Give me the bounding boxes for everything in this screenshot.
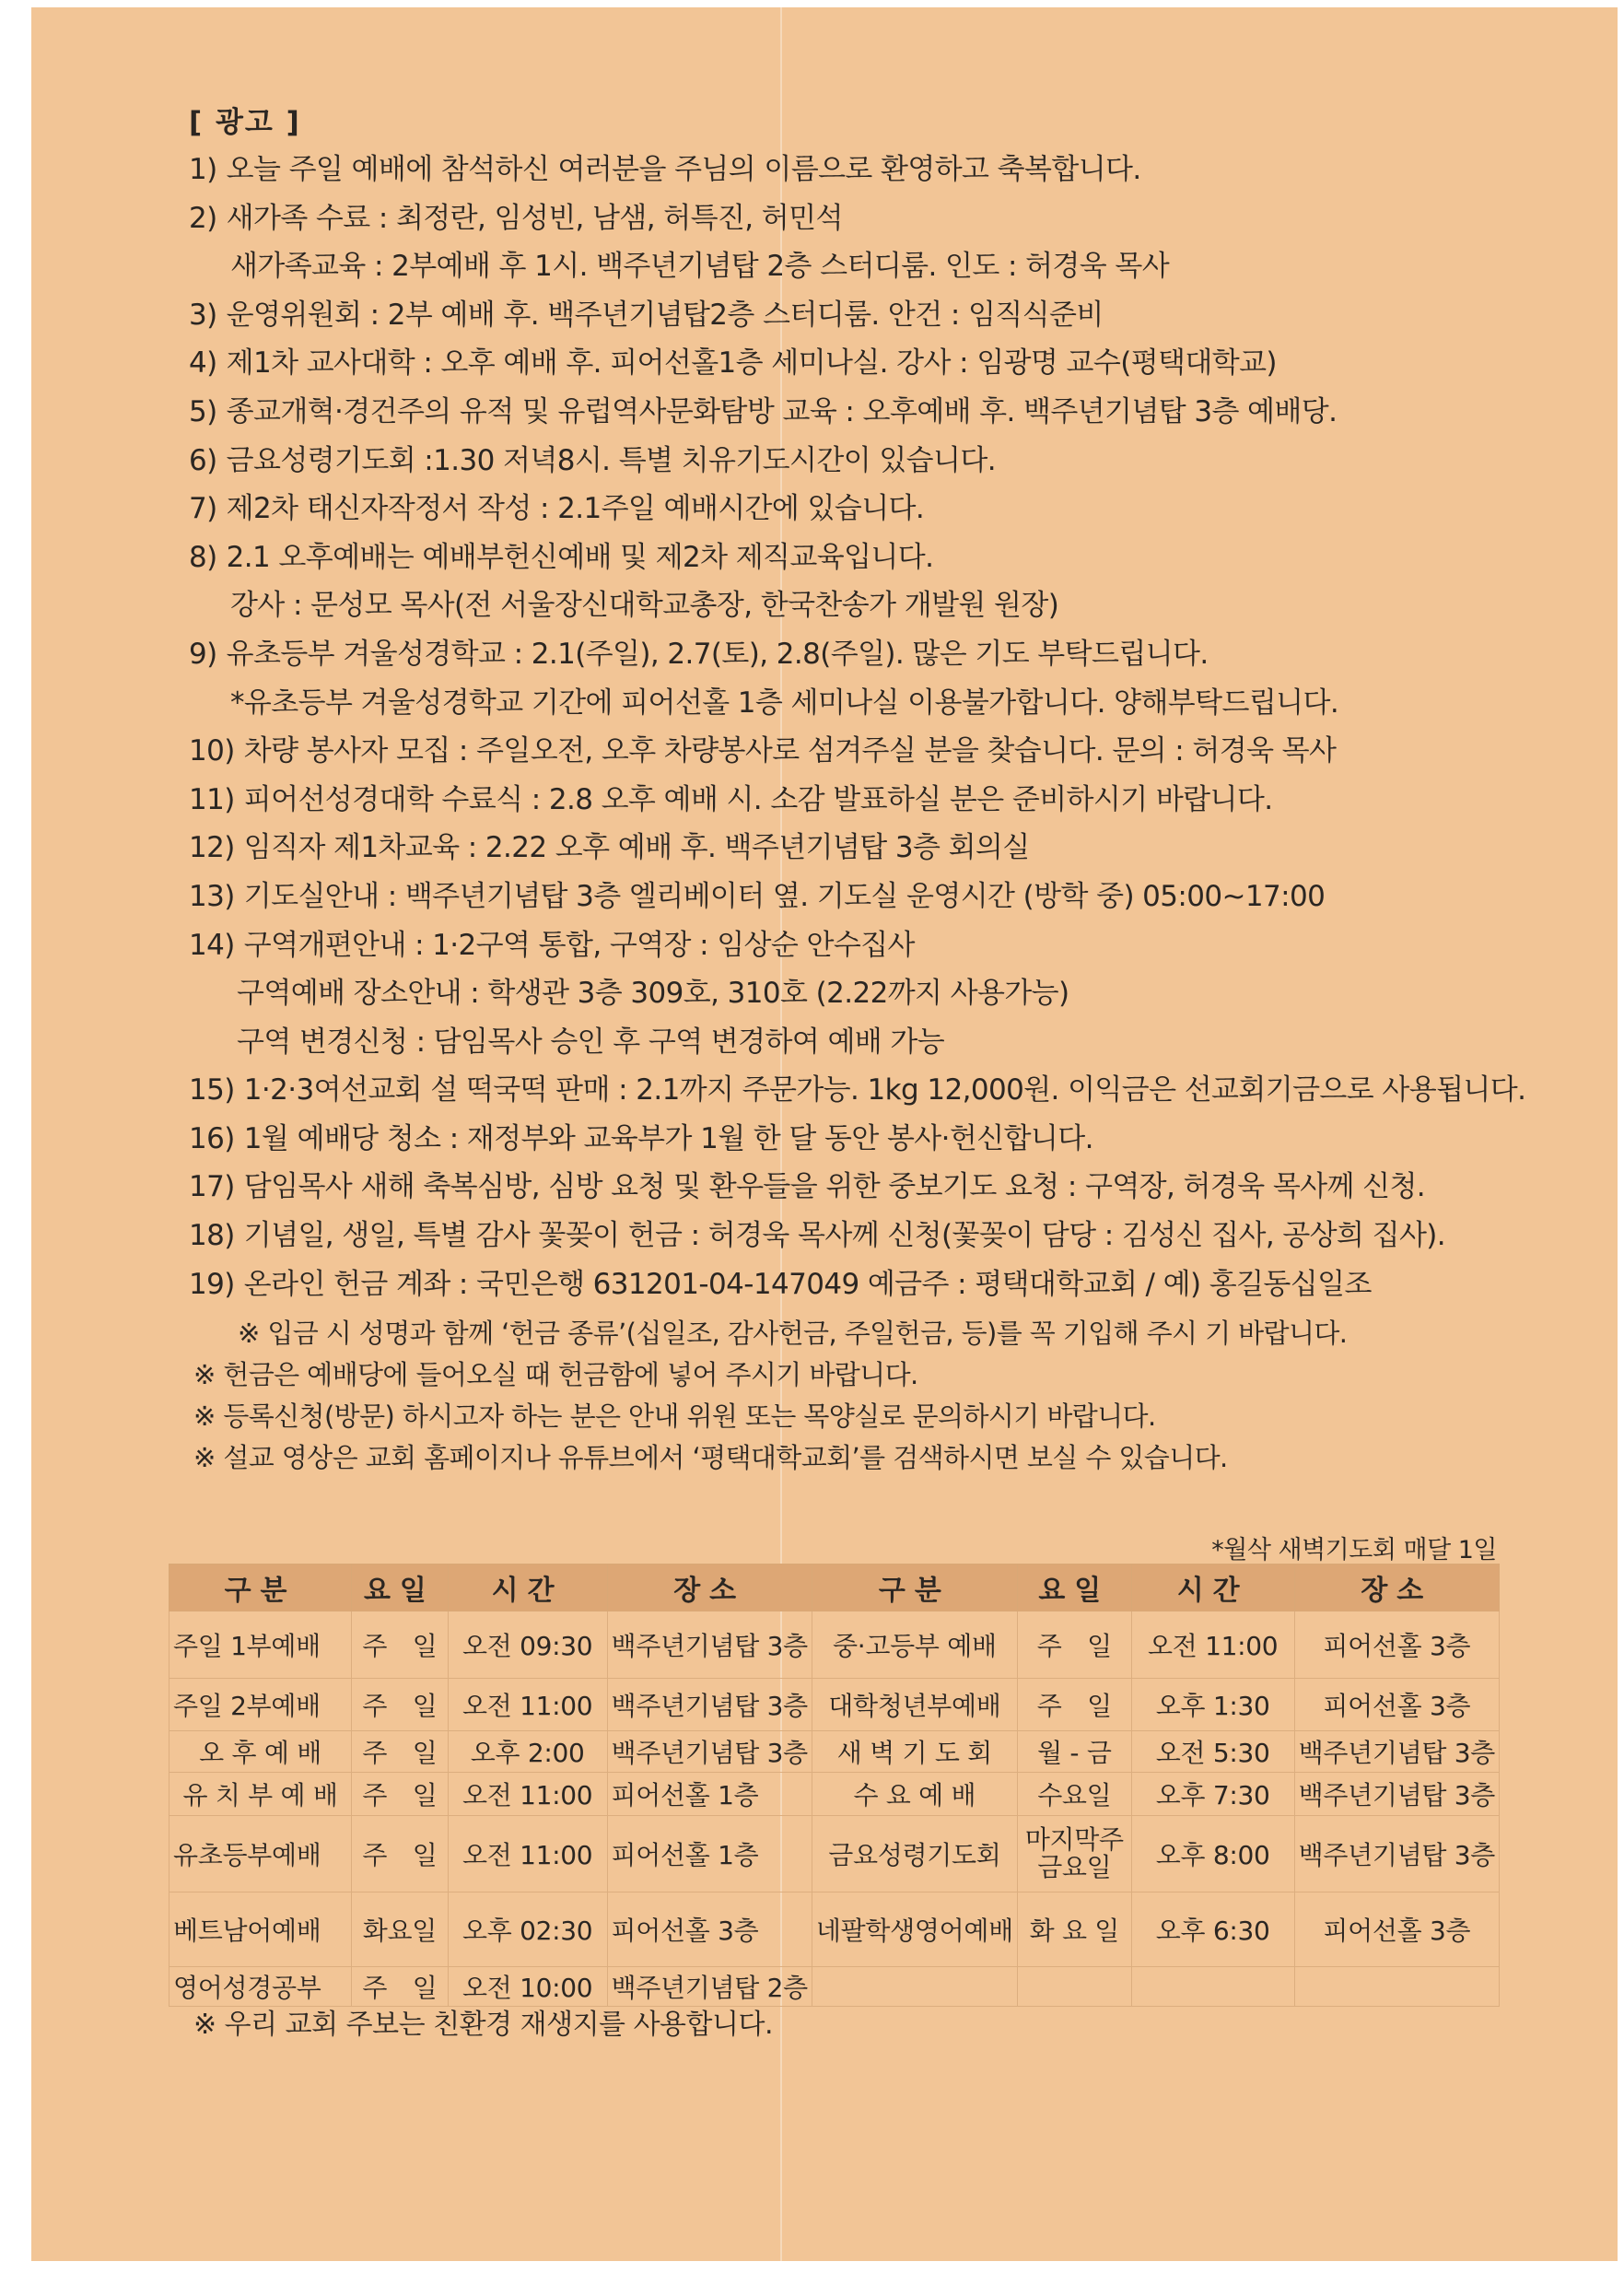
service-day: 주 일 — [352, 1679, 449, 1731]
announcement-text: 구역예배 장소안내 : 학생관 3층 309호, 310호 (2.22까지 사용가능) — [237, 977, 1069, 1011]
service-day: 주 일 — [352, 1773, 449, 1816]
service-place — [1294, 1967, 1499, 2007]
worship-schedule-table — [169, 1564, 1500, 2007]
announcement-item — [189, 1066, 1589, 1115]
announcement-subitem — [189, 242, 1589, 291]
service-place: 백주년기념탑 3층 — [607, 1611, 812, 1679]
announcement-number: 10) — [189, 734, 235, 768]
schedule-row — [169, 1892, 1500, 1967]
announcement-item — [189, 824, 1589, 873]
announcement-number: 15) — [189, 1073, 235, 1107]
announcement-item — [189, 921, 1589, 970]
announcement-item — [189, 630, 1589, 679]
service-time: 오전 11:00 — [448, 1816, 607, 1892]
announcement-text: 구역개편안내 : 1·2구역 통합, 구역장 : 임상순 안수집사 — [243, 928, 915, 962]
service-day: 주 일 — [1017, 1611, 1131, 1679]
header-time: 시간 — [448, 1564, 607, 1611]
service-name: 새 벽 기 도 회 — [812, 1731, 1017, 1773]
service-day: 주 일 — [352, 1816, 449, 1892]
service-place: 백주년기념탑 2층 — [607, 1967, 812, 2007]
announcement-item — [189, 339, 1589, 388]
announcement-text: 2.1 오후예배는 예배부헌신예배 및 제2차 제직교육입니다. — [226, 540, 934, 574]
service-place: 피어선홀 3층 — [1294, 1611, 1499, 1679]
note-item: ※ 설교 영상은 교회 홈페이지나 유튜브에서 ‘평택대학교회’를 검색하시면 보실 수 있습니다. — [193, 1442, 1228, 1473]
header-time: 시간 — [1131, 1564, 1294, 1611]
service-name: 네팔학생영어예배 — [812, 1892, 1017, 1967]
announcement-number: 2) — [189, 201, 217, 235]
service-place: 피어선홀 3층 — [607, 1892, 812, 1967]
announcement-item — [189, 1163, 1589, 1212]
announcement-number: 13) — [189, 879, 235, 913]
service-name: 유 치 부 예 배 — [169, 1773, 352, 1816]
recycled-paper-note: ※ 우리 교회 주보는 친환경 재생지를 사용합니다. — [193, 2009, 774, 2041]
announcement-text: 온라인 헌금 계좌 : 국민은행 631201-04-147049 예금주 : 평택대학교회 / 예) 홍길동십일조 — [243, 1267, 1372, 1301]
header-place: 장소 — [607, 1564, 812, 1611]
announcement-text: 강사 : 문성모 목사(전 서울장신대학교총장, 한국찬송가 개발원 원장) — [230, 589, 1059, 623]
service-day: 월 - 금 — [1017, 1731, 1131, 1773]
announcement-item — [189, 1115, 1589, 1164]
service-place: 피어선홀 3층 — [1294, 1679, 1499, 1731]
service-place: 백주년기념탑 3층 — [607, 1731, 812, 1773]
service-place: 피어선홀 3층 — [1294, 1892, 1499, 1967]
service-time: 오후 2:00 — [448, 1731, 607, 1773]
service-day: 주 일 — [352, 1611, 449, 1679]
announcement-item — [189, 194, 1589, 243]
announcement-text: 임직자 제1차교육 : 2.22 오후 예배 후. 백주년기념탑 3층 회의실 — [243, 831, 1030, 865]
announcement-text: 제2차 태신자작정서 작성 : 2.1주일 예배시간에 있습니다. — [226, 492, 925, 526]
schedule-row — [169, 1731, 1500, 1773]
service-place: 백주년기념탑 3층 — [1294, 1773, 1499, 1816]
announcement-subitem — [189, 581, 1589, 630]
announcement-item — [189, 388, 1589, 437]
service-time: 오후 7:30 — [1131, 1773, 1294, 1816]
announcement-text: 구역 변경신청 : 담임목사 승인 후 구역 변경하여 예배 가능 — [237, 1025, 945, 1059]
service-name: 중·고등부 예배 — [812, 1611, 1017, 1679]
service-name: 오 후 예 배 — [169, 1731, 352, 1773]
service-time: 오후 1:30 — [1131, 1679, 1294, 1731]
service-day: 마지막주 금요일 — [1017, 1816, 1131, 1892]
service-time — [1131, 1967, 1294, 2007]
announcement-item — [189, 291, 1589, 340]
announcement-item — [189, 727, 1589, 776]
announcement-number: 4) — [189, 346, 217, 381]
header-place: 장소 — [1294, 1564, 1499, 1611]
announcement-subitem — [189, 679, 1589, 728]
service-time: 오후 6:30 — [1131, 1892, 1294, 1967]
announcements-section — [189, 100, 1589, 1308]
service-time: 오전 5:30 — [1131, 1731, 1294, 1773]
service-time: 오전 09:30 — [448, 1611, 607, 1679]
announcement-text: 운영위원회 : 2부 예배 후. 백주년기념탑2층 스터디룸. 안건 : 임직식준비 — [226, 298, 1104, 332]
announcement-number: 17) — [189, 1170, 235, 1204]
announcement-number: 8) — [189, 540, 217, 574]
announcement-subitem — [189, 969, 1589, 1018]
announcement-number: 6) — [189, 443, 217, 477]
announcement-item — [189, 1260, 1589, 1309]
announcement-item — [189, 146, 1589, 194]
service-place: 피어선홀 1층 — [607, 1816, 812, 1892]
announcement-item — [189, 533, 1589, 582]
announcement-number: 3) — [189, 298, 217, 332]
announcement-text: 1월 예배당 청소 : 재정부와 교육부가 1월 한 달 동안 봉사·헌신합니다. — [243, 1121, 1093, 1155]
service-day: 주 일 — [1017, 1679, 1131, 1731]
service-time: 오전 11:00 — [1131, 1611, 1294, 1679]
announcement-item — [189, 776, 1589, 825]
service-name: 수 요 예 배 — [812, 1773, 1017, 1816]
announcement-number: 19) — [189, 1267, 235, 1301]
service-day — [1017, 1967, 1131, 2007]
announcement-item — [189, 873, 1589, 921]
announcement-text: 기도실안내 : 백주년기념탑 3층 엘리베이터 옆. 기도실 운영시간 (방학 중) 05:00~17:00 — [243, 879, 1326, 913]
service-place: 백주년기념탑 3층 — [607, 1679, 812, 1731]
note-item: ※ 등록신청(방문) 하시고자 하는 분은 안내 위원 또는 목양실로 문의하시기 바랍니다. — [193, 1400, 1156, 1432]
service-day: 수요일 — [1017, 1773, 1131, 1816]
note-item: ※ 헌금은 예배당에 들어오실 때 헌금함에 넣어 주시기 바랍니다. — [193, 1359, 918, 1390]
dawn-prayer-note: *월삭 새벽기도회 매달 1일 — [1211, 1536, 1497, 1564]
announcement-text: 새가족 수료 : 최정란, 임성빈, 남샘, 허특진, 허민석 — [226, 201, 843, 235]
service-place: 피어선홀 1층 — [607, 1773, 812, 1816]
header-day: 요일 — [352, 1564, 449, 1611]
announcement-text: 유초등부 겨울성경학교 : 2.1(주일), 2.7(토), 2.8(주일). 많은 기도 부탁드립니다. — [226, 637, 1209, 671]
schedule-row — [169, 1773, 1500, 1816]
schedule-row — [169, 1816, 1500, 1892]
service-day: 화요일 — [352, 1892, 449, 1967]
announcement-number: 11) — [189, 782, 235, 816]
announcement-text: 금요성령기도회 :1.30 저녁8시. 특별 치유기도시간이 있습니다. — [226, 443, 996, 477]
service-name — [812, 1967, 1017, 2007]
service-day: 화 요 일 — [1017, 1892, 1131, 1967]
announcement-text: 피어선성경대학 수료식 : 2.8 오후 예배 시. 소감 발표하실 분은 준비하시기 바랍니다. — [243, 782, 1273, 816]
announcement-number: 1) — [189, 153, 217, 186]
header-category: 구분 — [169, 1564, 352, 1611]
schedule-header-row — [169, 1564, 1500, 1611]
announcement-number: 9) — [189, 637, 217, 671]
announcement-text: 1·2·3여선교회 설 떡국떡 판매 : 2.1까지 주문가능. 1kg 12,000원. 이익금은 선교회기금으로 사용됩니다. — [243, 1073, 1526, 1107]
announcement-item — [189, 1212, 1589, 1260]
announcement-subitem — [189, 1018, 1589, 1067]
announcement-number: 12) — [189, 831, 235, 865]
announcement-text: 종교개혁·경건주의 유적 및 유럽역사문화탐방 교육 : 오후예배 후. 백주년기념탑 3층 예배당. — [226, 394, 1338, 428]
service-time: 오전 11:00 — [448, 1679, 607, 1731]
service-day: 주 일 — [352, 1967, 449, 2007]
announcement-number: 18) — [189, 1219, 235, 1253]
service-name: 유초등부예배 — [169, 1816, 352, 1892]
announcement-number: 16) — [189, 1121, 235, 1155]
service-time: 오전 10:00 — [448, 1967, 607, 2007]
announcement-text: 제1차 교사대학 : 오후 예배 후. 피어선홀1층 세미나실. 강사 : 임광명 교수(평택대학교) — [226, 346, 1277, 381]
service-name: 영어성경공부 — [169, 1967, 352, 2007]
announcement-number: 14) — [189, 928, 235, 962]
header-category: 구분 — [812, 1564, 1017, 1611]
announcement-text: 새가족교육 : 2부예배 후 1시. 백주년기념탑 2층 스터디룸. 인도 : 허경욱 목사 — [230, 250, 1170, 284]
announcement-text: 차량 봉사자 모집 : 주일오전, 오후 차량봉사로 섬겨주실 분을 찾습니다. 문의 : 허경욱 목사 — [243, 734, 1337, 768]
service-name: 베트남어예배 — [169, 1892, 352, 1967]
service-name: 주일 1부예배 — [169, 1611, 352, 1679]
announcements-title: [ 광고 ] — [189, 106, 301, 139]
service-time: 오후 02:30 — [448, 1892, 607, 1967]
announcement-text: *유초등부 겨울성경학교 기간에 피어선홀 1층 세미나실 이용불가합니다. 양해부탁드립니다. — [230, 686, 1339, 720]
service-name: 금요성령기도회 — [812, 1816, 1017, 1892]
note-item: ※ 입금 시 성명과 함께 ‘헌금 종류’(십일조, 감사헌금, 주일헌금, 등)를 꼭 기입해 주시 기 바랍니다. — [238, 1318, 1348, 1349]
announcement-text: 오늘 주일 예배에 참석하신 여러분을 주님의 이름으로 환영하고 축복합니다. — [226, 153, 1141, 186]
notes-section — [193, 1313, 1594, 1479]
service-name: 대학청년부예배 — [812, 1679, 1017, 1731]
announcement-number: 5) — [189, 394, 217, 428]
announcement-number: 7) — [189, 492, 217, 526]
service-place: 백주년기념탑 3층 — [1294, 1731, 1499, 1773]
schedule-row — [169, 1679, 1500, 1731]
service-name: 주일 2부예배 — [169, 1679, 352, 1731]
announcement-text: 기념일, 생일, 특별 감사 꽃꽂이 헌금 : 허경욱 목사께 신청(꽃꽂이 담당 : 김성신 집사, 공상희 집사). — [243, 1219, 1446, 1253]
service-time: 오후 8:00 — [1131, 1816, 1294, 1892]
announcement-item — [189, 485, 1589, 533]
header-day: 요일 — [1017, 1564, 1131, 1611]
service-time: 오전 11:00 — [448, 1773, 607, 1816]
schedule-row — [169, 1611, 1500, 1679]
service-place: 백주년기념탑 3층 — [1294, 1816, 1499, 1892]
service-day: 주 일 — [352, 1731, 449, 1773]
announcement-item — [189, 437, 1589, 486]
announcement-text: 담임목사 새해 축복심방, 심방 요청 및 환우들을 위한 중보기도 요청 : 구역장, 허경욱 목사께 신청. — [243, 1170, 1426, 1204]
